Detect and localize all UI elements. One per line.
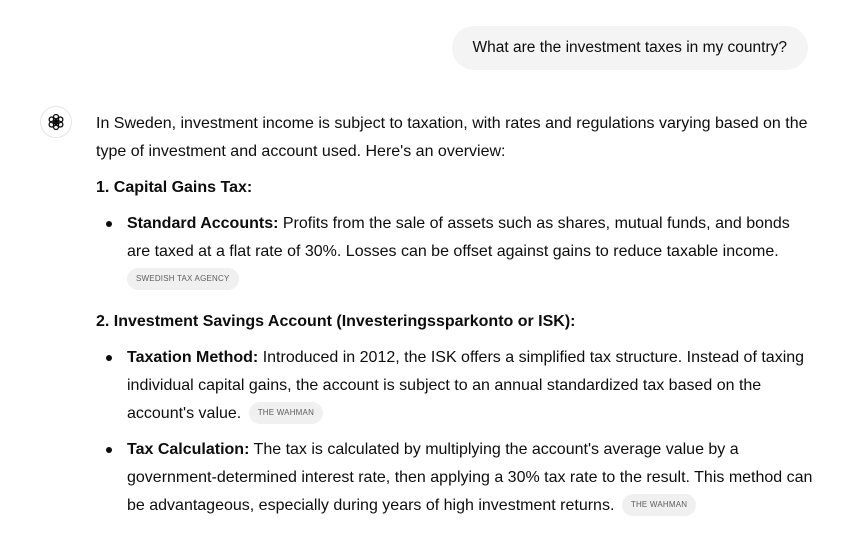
list-item xyxy=(127,210,816,296)
user-message-bubble: What are the investment taxes in my country? xyxy=(452,26,808,70)
list-item xyxy=(127,344,816,428)
section-heading: 2. Investment Savings Account (Investeringssparkonto or ISK): xyxy=(96,313,576,330)
assistant-message xyxy=(96,110,816,528)
section-heading: 1. Capital Gains Tax: xyxy=(96,179,253,196)
item-text: Introduced in 2012, the ISK offers a simplified tax structure. Instead of taxing individual capital gains, the account is subject to an annual standardized tax based on the account's value. xyxy=(127,349,805,422)
bullet-list xyxy=(96,210,816,296)
item-label: Tax Calculation: xyxy=(127,441,250,458)
list-item xyxy=(127,436,816,520)
source-citation-chip[interactable]: THE WAHMAN xyxy=(622,494,696,516)
item-text: Profits from the sale of assets such as shares, mutual funds, and bonds are taxed at a flat rate of 30%. Losses can be offset against gains to reduce taxable income. xyxy=(127,215,790,260)
item-label: Taxation Method: xyxy=(127,349,259,366)
item-label: Standard Accounts: xyxy=(127,215,279,232)
bullet-list xyxy=(96,344,816,520)
intro-paragraph: In Sweden, investment income is subject to taxation, with rates and regulations varying based on the type of investment and account used. Here's an overview: xyxy=(96,115,808,160)
source-citation-chip[interactable]: THE WAHMAN xyxy=(249,402,323,424)
openai-logo-icon xyxy=(40,106,72,138)
item-text: The tax is calculated by multiplying the account's average value by a government-determined interest rate, then applying a 30% tax rate to the result. This method can be advantageous, especially during years of high investment returns. xyxy=(127,441,813,514)
source-citation-chip[interactable]: SWEDISH TAX AGENCY xyxy=(127,268,239,290)
